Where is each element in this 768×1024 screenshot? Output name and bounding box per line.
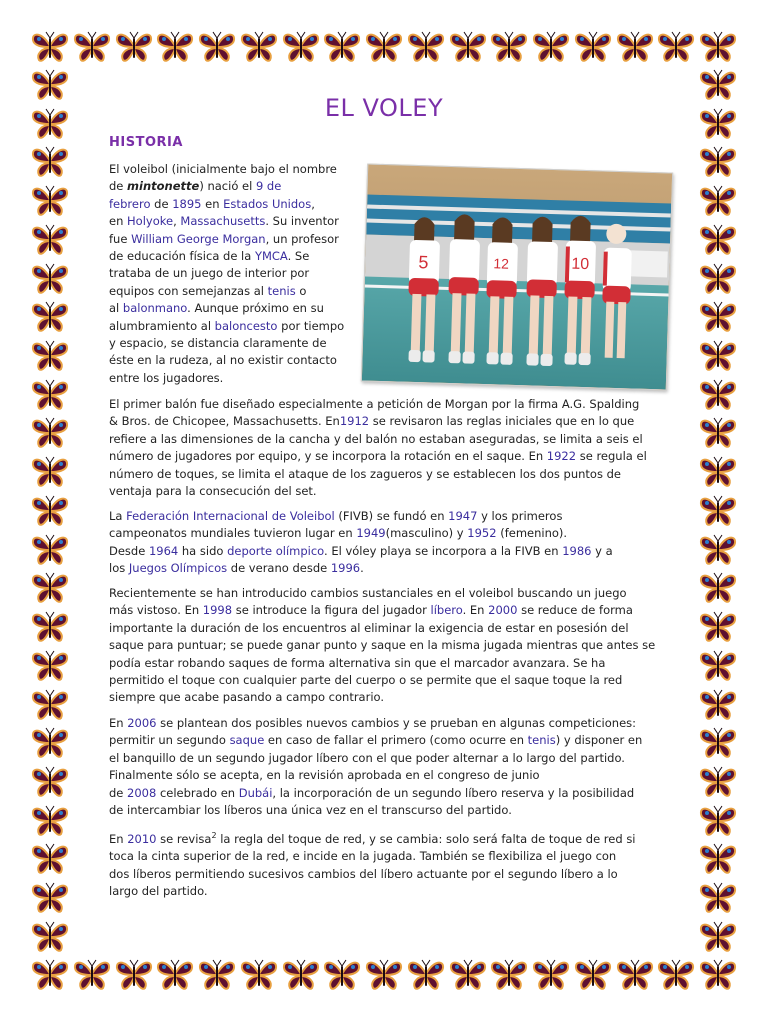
butterfly-icon (30, 533, 70, 567)
text-span: . Se (287, 249, 310, 264)
text-span: se reduce de forma (517, 603, 633, 618)
butterfly-icon (30, 649, 70, 683)
paragraph-first-ball (109, 396, 659, 500)
text-line (109, 466, 659, 483)
text-line (109, 560, 659, 577)
text-line (109, 370, 353, 387)
text-line (109, 213, 353, 230)
wiki-link[interactable]: baloncesto (214, 318, 278, 333)
butterfly-icon (615, 958, 655, 992)
wiki-link[interactable]: YMCA (254, 249, 288, 264)
butterfly-icon (155, 958, 195, 992)
butterfly-icon (197, 30, 237, 64)
text-line (109, 585, 659, 602)
text-span: El voleibol (inicialmente bajo el nombre (109, 162, 337, 176)
text-span: más vistoso. En (109, 603, 203, 618)
text-span: siempre que acabe pasando a campo contrario. (109, 690, 385, 705)
wiki-link[interactable]: Federación Internacional de Voleibol (126, 509, 335, 523)
text-span: por tiempo (277, 318, 345, 333)
text-span: (masculino) y (385, 526, 468, 541)
butterfly-icon (30, 262, 70, 296)
text-span: , (173, 214, 181, 229)
butterfly-icon (698, 533, 738, 567)
text-line (109, 265, 353, 282)
butterfly-icon (698, 300, 738, 334)
butterfly-icon (698, 262, 738, 296)
butterfly-icon (698, 30, 738, 64)
text-line (109, 483, 659, 500)
butterfly-border-top (30, 30, 738, 64)
text-line (109, 848, 659, 865)
butterfly-icon (30, 765, 70, 799)
text-line (109, 620, 659, 637)
butterfly-icon (406, 30, 446, 64)
text-line (109, 802, 659, 819)
butterfly-border-bottom (30, 958, 738, 992)
text-span: en (109, 214, 128, 229)
butterfly-icon (30, 184, 70, 218)
text-line (109, 178, 353, 195)
text-line (109, 431, 659, 448)
butterfly-icon (531, 30, 571, 64)
wiki-link[interactable]: 1895 (172, 196, 202, 211)
butterfly-icon (114, 30, 154, 64)
text-span: (FIVB) se fundó en (334, 509, 449, 523)
text-span: campeonatos mundiales tuvieron lugar en (109, 526, 357, 541)
text-line (109, 866, 659, 883)
butterfly-icon (30, 958, 70, 992)
butterfly-icon (364, 958, 404, 992)
text-line (109, 883, 659, 900)
butterfly-icon (30, 378, 70, 412)
text-span: de intercambiar los líberos una única vez en el transcurso del partido. (109, 803, 512, 818)
wiki-link[interactable]: 1947 (448, 509, 478, 523)
wiki-link[interactable]: líbero (430, 603, 463, 618)
text-span: se revisaron las reglas iniciales que en lo que (369, 414, 635, 429)
text-span: o (295, 283, 307, 298)
text-span: , la incorporación de un segundo líbero reserva y la posibilidad (272, 785, 635, 800)
butterfly-icon (30, 881, 70, 915)
wiki-link[interactable]: deporte olímpico (227, 543, 325, 558)
butterfly-icon (698, 378, 738, 412)
jersey-number-2: 12 (493, 255, 510, 272)
paragraph-recent-changes (109, 585, 659, 707)
text-span: ventaja para la consecución del set. (109, 484, 317, 499)
butterfly-icon (30, 30, 70, 64)
butterfly-icon (698, 610, 738, 644)
butterfly-icon (448, 30, 488, 64)
text-line (109, 283, 353, 300)
text-span: . (360, 561, 364, 576)
text-span: refiere a las dimensiones de la cancha y del balón no estaban aseguradas, se limita a seis el (109, 431, 643, 446)
butterfly-icon (30, 300, 70, 334)
butterfly-icon (698, 145, 738, 179)
paragraph-2010-changes (109, 827, 659, 900)
wiki-link[interactable]: tenis (267, 283, 296, 298)
text-line (109, 413, 659, 430)
text-span: El primer balón fue diseñado especialmente a petición de Morgan por la firma A.G. Spalding (109, 397, 640, 411)
butterfly-icon (698, 455, 738, 489)
text-line (109, 655, 659, 672)
butterfly-icon (698, 842, 738, 876)
text-span: la regla del toque de red, y se cambia: solo será falta de toque de red si (216, 831, 636, 846)
wiki-link[interactable]: 1952 (467, 526, 497, 541)
wiki-link[interactable]: febrero (109, 196, 151, 211)
butterfly-icon (281, 958, 321, 992)
text-span: se introduce la figura del jugador (232, 603, 431, 618)
jersey-number-1: 5 (418, 252, 429, 273)
butterfly-icon (406, 958, 446, 992)
butterfly-icon (573, 958, 613, 992)
text-line (109, 300, 353, 317)
text-span: en (201, 196, 224, 211)
text-line (109, 732, 659, 749)
text-span: equipos con semejanzas al (109, 283, 268, 298)
text-span: al (109, 301, 123, 316)
butterfly-icon (281, 30, 321, 64)
text-span: dos líberos permitiendo sucesivos cambios del líbero actuante por el segundo líbero a lo (109, 866, 618, 881)
butterfly-icon (698, 958, 738, 992)
butterfly-icon (698, 688, 738, 722)
text-span: permitido el toque con cualquier parte del cuerpo o se permite que el saque toque la red (109, 673, 623, 688)
text-span: , un profesor (265, 231, 339, 246)
butterfly-icon (30, 920, 70, 954)
wiki-link[interactable]: 9 de (255, 179, 282, 194)
text-line (109, 543, 659, 560)
text-line (109, 335, 353, 352)
wiki-link[interactable]: balonmano (122, 301, 188, 316)
wiki-link[interactable]: 1922 (546, 449, 577, 464)
butterfly-icon (114, 958, 154, 992)
butterfly-icon (30, 726, 70, 760)
wiki-link[interactable]: 2008 (127, 785, 157, 800)
butterfly-icon (197, 958, 237, 992)
butterfly-icon (615, 30, 655, 64)
text-line (109, 672, 659, 689)
butterfly-icon (239, 30, 279, 64)
text-span: ) nació el (199, 179, 256, 194)
butterfly-icon (322, 30, 362, 64)
text-span: toca la cinta superior de la red, e incide en la jugada. También se flexibiliza el juego con (109, 849, 617, 864)
butterfly-border-left (30, 68, 70, 954)
butterfly-icon (698, 920, 738, 954)
text-span: y a (591, 543, 613, 558)
text-span: de (109, 179, 128, 194)
butterfly-icon (656, 30, 696, 64)
butterfly-icon (698, 416, 738, 450)
text-line (109, 352, 353, 369)
butterfly-icon (489, 30, 529, 64)
text-span: saque para puntuar; se puede ganar punto y saque en la misma jugada mientras que antes se (109, 638, 656, 653)
butterfly-icon (448, 958, 488, 992)
wiki-link[interactable]: saque (229, 733, 265, 748)
butterfly-icon (698, 339, 738, 373)
text-span: . El vóley playa se incorpora a la FIVB en (324, 543, 563, 558)
butterfly-icon (30, 455, 70, 489)
text-span: En (109, 716, 128, 730)
butterfly-icon (531, 958, 571, 992)
wiki-link[interactable]: tenis (527, 733, 556, 748)
text-span: importante la duración de los encuentros al eliminar la exigencia de estar en posesión del (109, 620, 629, 635)
butterfly-icon (30, 610, 70, 644)
text-line (109, 396, 659, 413)
text-span: número de toques, se limita el ataque de los zagueros y se establecen los dos puntos de (109, 466, 621, 481)
butterfly-icon (698, 184, 738, 218)
text-span: se plantean dos posibles nuevos cambios y se prueban en algunas competiciones: (156, 716, 637, 730)
text-span: Desde (109, 543, 149, 558)
butterfly-icon (30, 688, 70, 722)
team-photo-illustration (362, 165, 672, 390)
text-span: de (150, 196, 173, 211)
wiki-link[interactable]: 1912 (339, 414, 370, 429)
butterfly-icon (72, 958, 112, 992)
wiki-link[interactable]: 2006 (127, 716, 157, 730)
text-line (109, 602, 659, 619)
text-line (109, 637, 659, 654)
butterfly-icon (30, 416, 70, 450)
text-span: En (109, 831, 128, 846)
text-span: & Bros. de Chicopee, Massachusetts. En (109, 414, 340, 429)
butterfly-icon (30, 842, 70, 876)
text-span: el banquillo de un segundo jugador líbero con el que poder alternar a lo largo del partido. (109, 750, 625, 765)
text-span: fue (109, 231, 132, 246)
wiki-link[interactable]: 2010 (127, 831, 157, 846)
page-title: EL VOLEY (324, 94, 444, 122)
butterfly-border-right (698, 68, 738, 954)
wiki-link[interactable]: William George Morgan (131, 231, 266, 246)
text-line (109, 448, 659, 465)
section-heading: HISTORIA (109, 135, 183, 150)
wiki-link[interactable]: 1998 (202, 603, 233, 618)
text-line (109, 785, 659, 802)
text-line (109, 508, 659, 525)
wiki-link[interactable]: 1949 (356, 526, 386, 541)
butterfly-icon (322, 958, 362, 992)
intro-paragraph (109, 161, 353, 387)
text-line (109, 248, 353, 265)
butterfly-icon (30, 494, 70, 528)
text-span: alumbramiento al (109, 318, 215, 333)
butterfly-icon (489, 958, 529, 992)
wiki-link[interactable]: Massachusetts (180, 214, 266, 229)
text-line (109, 827, 659, 848)
butterfly-icon (30, 145, 70, 179)
text-span: en caso de fallar el primero (como ocurre en (264, 733, 528, 748)
butterfly-icon (698, 881, 738, 915)
text-span: éste en la rudeza, al no existir contacto (109, 353, 337, 368)
text-span: de (109, 785, 128, 800)
wiki-link[interactable]: Estados Unidos (223, 196, 312, 211)
text-span: y los primeros (477, 509, 563, 523)
paragraph-fivb (109, 508, 659, 578)
wiki-link[interactable]: Dubái (238, 785, 273, 800)
text-span: entre los jugadores. (109, 370, 224, 385)
butterfly-icon (698, 726, 738, 760)
butterfly-icon (364, 30, 404, 64)
butterfly-icon (30, 804, 70, 838)
text-line (109, 231, 353, 248)
text-span: podía estar robando saques de forma alternativa sin que el marcador avanzara. Se ha (109, 655, 606, 670)
text-line (109, 525, 659, 542)
footnote-marker: 2 (211, 831, 217, 840)
butterfly-icon (30, 571, 70, 605)
butterfly-icon (698, 649, 738, 683)
text-span: . Su inventor (265, 214, 339, 229)
paragraph-2006-changes (109, 715, 659, 819)
butterfly-icon (656, 958, 696, 992)
text-line (109, 689, 659, 706)
butterfly-icon (30, 223, 70, 257)
text-line (109, 715, 659, 732)
volleyball-team-photo (361, 164, 673, 391)
text-line (109, 318, 353, 335)
jersey-number-3: 10 (571, 255, 590, 274)
wiki-link[interactable]: 1986 (562, 543, 592, 558)
text-span: . En (462, 603, 489, 618)
text-span: largo del partido. (109, 884, 208, 899)
text-span: los (109, 561, 129, 576)
text-span: Recientemente se han introducido cambios sustanciales en el voleibol buscando un juego (109, 586, 627, 600)
text-span: de educación física de la (109, 249, 255, 264)
text-span: permitir un segundo (109, 733, 230, 748)
text-span: trataba de un juego de interior por (109, 266, 310, 281)
butterfly-icon (698, 765, 738, 799)
text-span: y espacio, se distancia claramente de (109, 336, 327, 351)
text-line (109, 161, 353, 178)
butterfly-icon (573, 30, 613, 64)
emphasized-term: mintonette (127, 179, 200, 194)
text-span: ) y disponer en (555, 733, 643, 748)
butterfly-icon (72, 30, 112, 64)
text-span: (femenino). (496, 526, 568, 541)
text-span: se revisa (156, 831, 212, 846)
butterfly-icon (698, 494, 738, 528)
butterfly-icon (698, 223, 738, 257)
text-span: La (109, 509, 127, 523)
butterfly-icon (698, 804, 738, 838)
text-span: celebrado en (156, 785, 239, 800)
text-span: se regula el (576, 449, 647, 464)
text-span: , (311, 196, 315, 211)
butterfly-icon (239, 958, 279, 992)
wiki-link[interactable]: Juegos Olímpicos (128, 561, 228, 576)
butterfly-icon (30, 339, 70, 373)
text-line (109, 196, 353, 213)
text-span: número de jugadores por equipo, y se incorpora la rotación en el saque. En (109, 449, 547, 464)
wiki-link[interactable]: Holyoke (127, 214, 174, 229)
wiki-link[interactable]: 1964 (148, 543, 179, 558)
butterfly-icon (155, 30, 195, 64)
wiki-link[interactable]: 1996 (330, 561, 361, 576)
text-line (109, 767, 659, 784)
text-span: ha sido (178, 543, 228, 558)
wiki-link[interactable]: 2000 (488, 603, 518, 618)
butterfly-icon (698, 571, 738, 605)
text-line (109, 750, 659, 767)
text-span: Finalmente sólo se acepta, en la revisión aprobada en el congreso de junio (109, 768, 540, 783)
text-span: . Aunque próximo en su (187, 301, 324, 316)
text-span: de verano desde (227, 561, 331, 576)
